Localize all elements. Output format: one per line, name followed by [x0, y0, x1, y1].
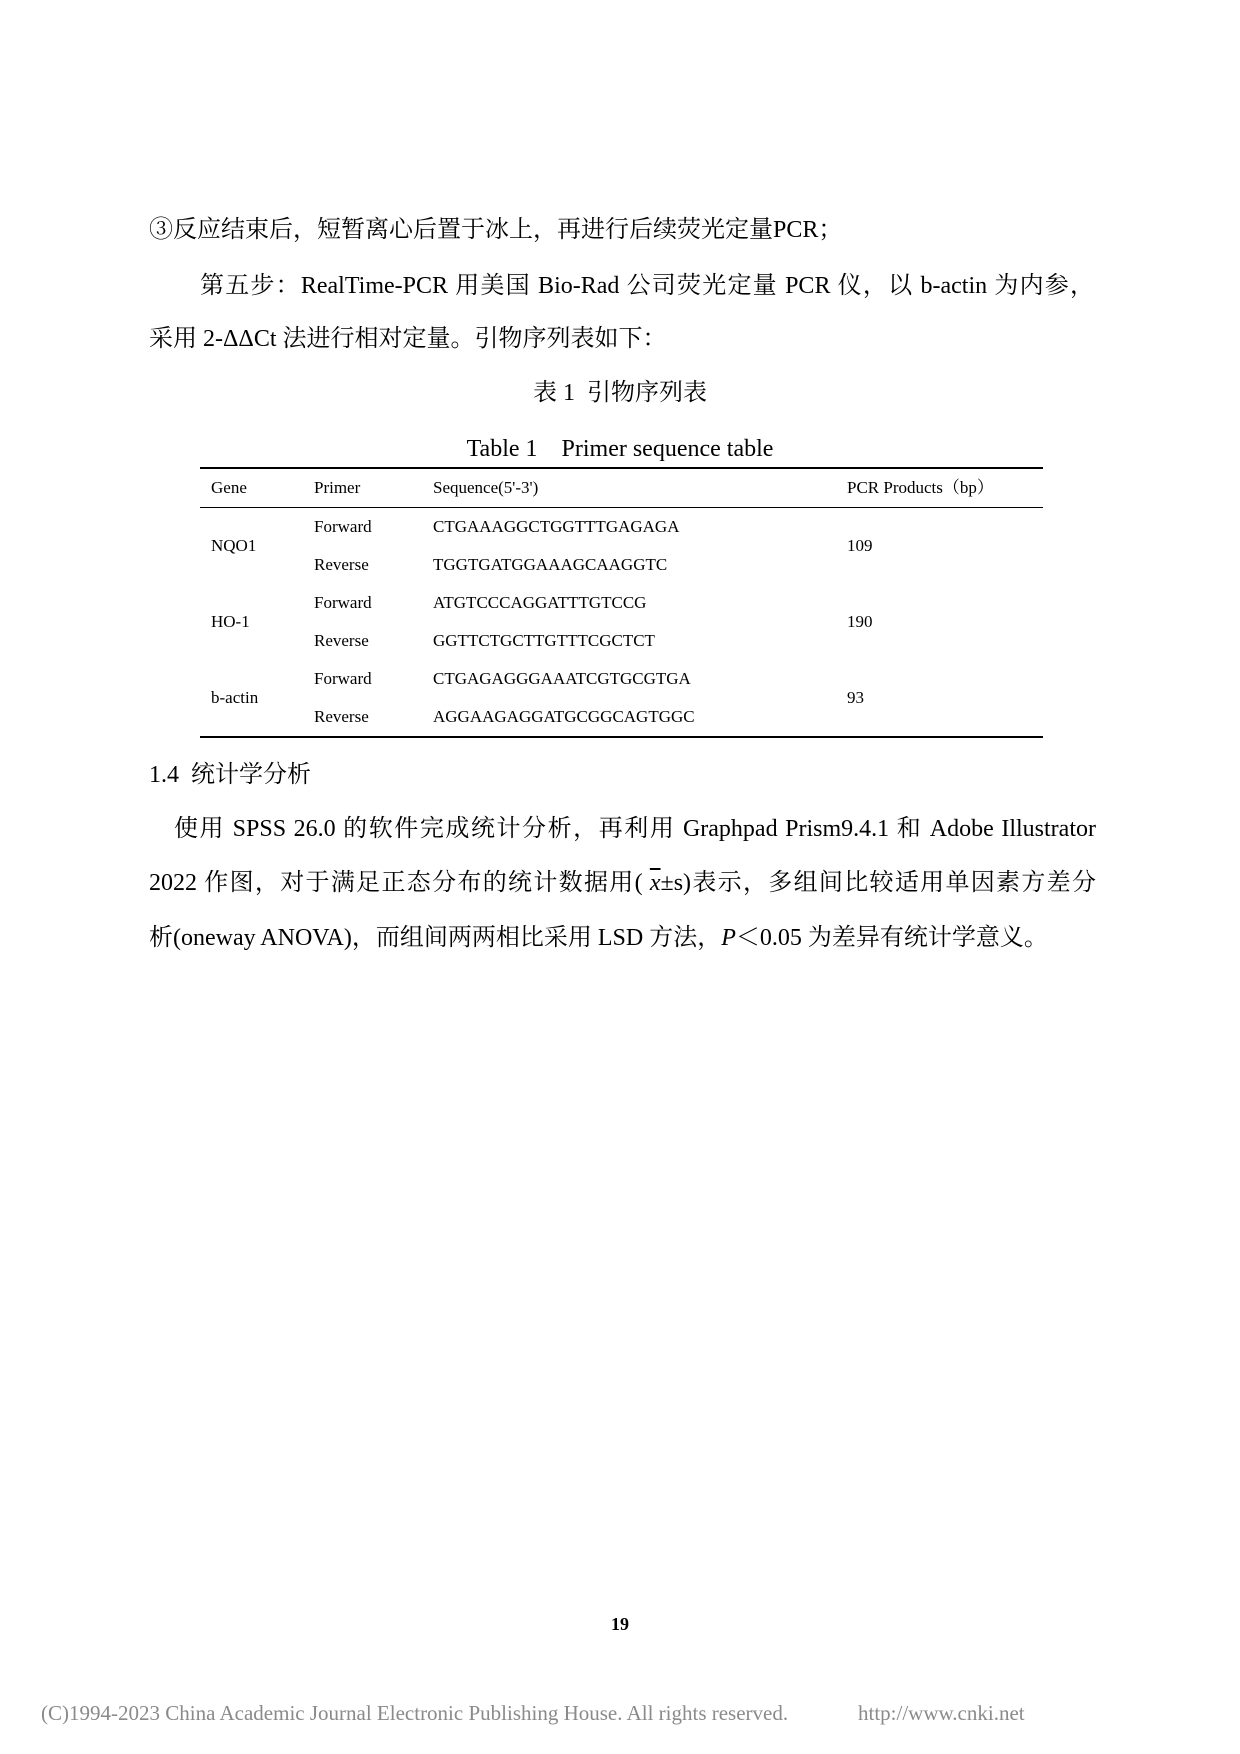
- table-caption-en: Table 1 Primer sequence table: [466, 436, 774, 462]
- primer-sequence-table: [200, 467, 1043, 738]
- paragraph-text: 2022 作图，对于满足正态分布的统计数据用(: [149, 870, 650, 896]
- paragraph-line: 使用 SPSS 26.0 的软件完成统计分析，再利用 Graphpad Prism9.4.1 和 Adobe Illustrator: [174, 816, 1096, 842]
- footer-url: http://www.cnki.net: [858, 1701, 1025, 1725]
- sequence-cell: GGTTCTGCTTGTTTCGCTCT: [433, 631, 655, 650]
- paragraph-text: ＜0.05 为差异有统计学意义。: [735, 925, 1048, 951]
- column-header-primer: Primer: [303, 468, 422, 508]
- gene-cell: NQO1: [211, 536, 257, 555]
- product-cell: 190: [847, 612, 873, 631]
- paragraph-line: [149, 867, 1096, 899]
- paragraph-text: 析(oneway ANOVA)，而组间两两相比采用 LSD 方法，: [149, 925, 722, 951]
- footer-copyright: (C)1994-2023 China Academic Journal Electronic Publishing House. All rights reserved.: [41, 1701, 789, 1725]
- page-number: 19: [611, 1614, 629, 1634]
- column-header-gene: Gene: [200, 468, 303, 508]
- primer-cell: Forward: [314, 669, 372, 688]
- paragraph-line: ③反应结束后，短暂离心后置于冰上，再进行后续荧光定量PCR；: [149, 217, 843, 243]
- paragraph-line: 采用 2-ΔΔCt 法进行相对定量。引物序列表如下：: [149, 326, 667, 352]
- paragraph-text: ±s)表示，多组间比较适用单因素方差分: [660, 870, 1096, 896]
- product-cell: 93: [847, 688, 864, 707]
- column-header-sequence: Sequence(5'-3'): [422, 468, 836, 508]
- sequence-cell: TGGTGATGGAAAGCAAGGTC: [433, 555, 668, 574]
- primer-cell: Reverse: [314, 555, 369, 574]
- sequence-cell: AGGAAGAGGATGCGGCAGTGGC: [433, 707, 695, 726]
- table-row: [200, 508, 1043, 547]
- table-header-row: [200, 468, 1043, 508]
- paragraph-line: [149, 922, 1048, 954]
- primer-cell: Forward: [314, 517, 372, 536]
- product-cell: 109: [847, 536, 873, 555]
- sequence-cell: CTGAAAGGCTGGTTTGAGAGA: [433, 517, 680, 536]
- column-header-product: PCR Products（bp）: [836, 468, 1043, 508]
- table-row: [200, 660, 1043, 698]
- gene-cell: b-actin: [211, 688, 259, 707]
- p-value-symbol: P: [721, 925, 736, 951]
- mean-symbol: $\overline{x}$: [649, 870, 661, 896]
- primer-cell: Reverse: [314, 707, 369, 726]
- table-header: [200, 468, 1043, 508]
- table-body: [200, 508, 1043, 738]
- table-caption-cn: 表 1 引物序列表: [533, 380, 707, 406]
- section-heading: 1.4 统计学分析: [149, 762, 311, 788]
- paragraph-line: 第五步：RealTime-PCR 用美国 Bio-Rad 公司荧光定量 PCR 仪，以 b-actin 为内参，: [200, 273, 1094, 299]
- primer-cell: Reverse: [314, 631, 369, 650]
- primer-cell: Forward: [314, 593, 372, 612]
- gene-cell: HO-1: [211, 612, 250, 631]
- sequence-cell: CTGAGAGGGAAATCGTGCGTGA: [433, 669, 691, 688]
- table-row: [200, 584, 1043, 622]
- sequence-cell: ATGTCCCAGGATTTGTCCG: [433, 593, 647, 612]
